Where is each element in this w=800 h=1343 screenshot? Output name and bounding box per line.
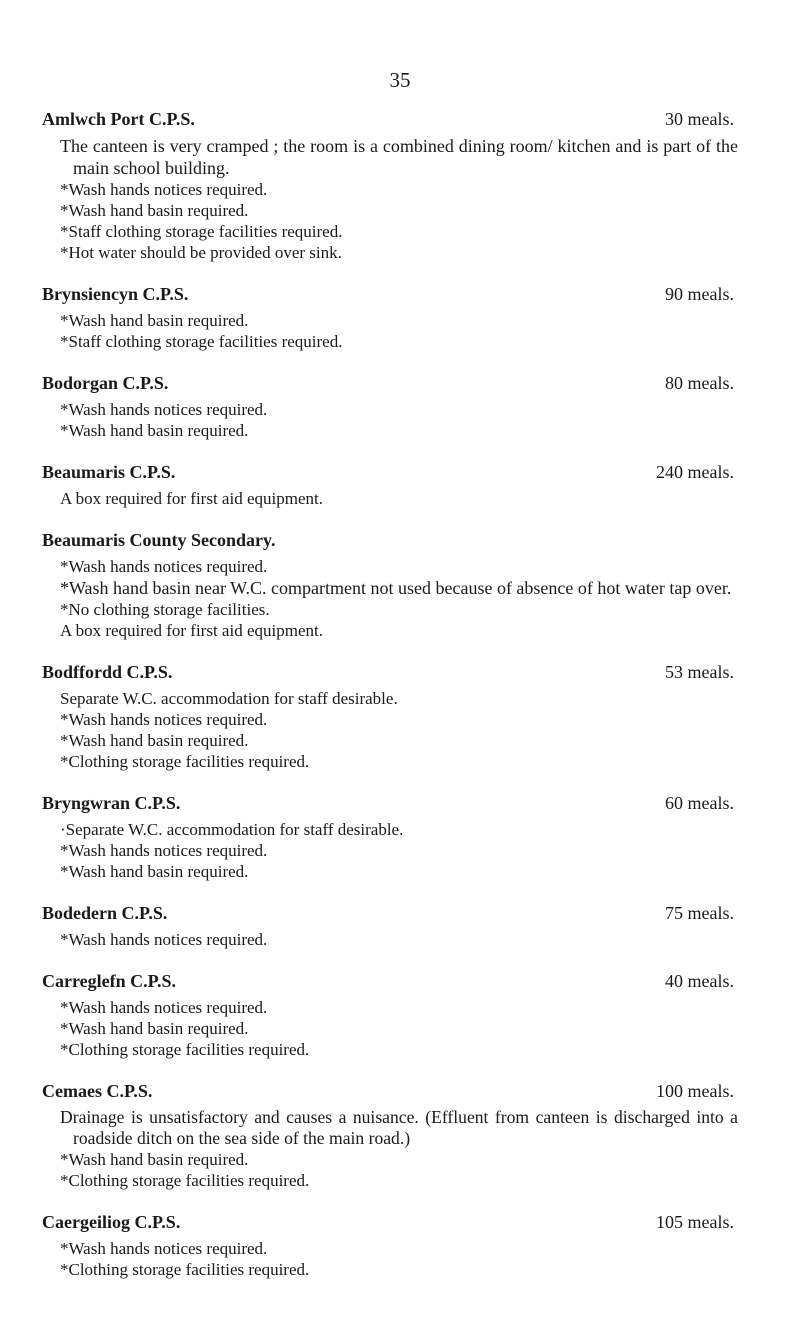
entry-heading (42, 792, 738, 814)
entry-bodorgan (42, 372, 738, 441)
entry-heading (42, 372, 738, 394)
note: *Wash hands notices required. (60, 400, 268, 419)
note: Drainage is unsatisfactory and causes a nuisance. (Effluent from canteen is discharged into a roadside ditch on the sea side of the main road.) (60, 1107, 738, 1148)
note: *Wash hand basin required. (60, 1019, 249, 1038)
school-name: Cemaes C.P.S. (42, 1081, 153, 1101)
school-name: Bodedern C.P.S. (42, 903, 168, 923)
meals-count: 53 meals. (665, 662, 734, 682)
note: ·Separate W.C. accommodation for staff desirable. (60, 820, 404, 839)
note: *Wash hand basin required. (60, 421, 249, 440)
entry-heading (42, 529, 738, 551)
note: *Wash hands notices required. (60, 930, 268, 949)
entry-bodedern (42, 902, 738, 950)
entry-heading (42, 283, 738, 305)
entry-beaumaris-county-secondary (42, 529, 738, 641)
meals-count (734, 529, 738, 551)
school-name: Brynsiencyn C.P.S. (42, 284, 189, 304)
meals-count: 90 meals. (665, 284, 734, 304)
note: *Wash hands notices required. (60, 998, 268, 1017)
school-name: Carreglefn C.P.S. (42, 971, 176, 991)
entry-amlwch-port (42, 108, 738, 263)
note: A box required for first aid equipment. (60, 621, 323, 640)
school-name: Bodorgan C.P.S. (42, 373, 169, 393)
entry-heading (42, 108, 738, 130)
note: Separate W.C. accommodation for staff desirable. (60, 689, 398, 708)
note: *Wash hands notices required. (60, 1239, 268, 1258)
note: *Clothing storage facilities required. (60, 1040, 310, 1059)
entry-caergeiliog (42, 1211, 738, 1280)
entry-heading (42, 902, 738, 924)
note: *Clothing storage facilities required. (60, 1171, 310, 1190)
entry-brynsiencyn (42, 283, 738, 352)
page-number: 35 (389, 68, 411, 92)
note: *Staff clothing storage facilities required. (60, 222, 343, 241)
note: *Hot water should be provided over sink. (60, 243, 342, 262)
meals-count: 75 meals. (665, 903, 734, 923)
note: *No clothing storage facilities. (60, 600, 270, 619)
note: *Clothing storage facilities required. (60, 1260, 310, 1279)
canteen-report (42, 108, 738, 1300)
note: *Wash hands notices required. (60, 180, 268, 199)
entry-bryngwran (42, 792, 738, 882)
meals-count: 40 meals. (665, 971, 734, 991)
school-name: Beaumaris County Secondary. (42, 530, 276, 550)
meals-count: 80 meals. (665, 373, 734, 393)
entry-carreglefn (42, 970, 738, 1060)
entry-heading (42, 461, 738, 483)
entry-heading (42, 1211, 738, 1233)
entry-heading (42, 970, 738, 992)
school-name: Bodffordd C.P.S. (42, 662, 173, 682)
note: *Wash hands notices required. (60, 557, 268, 576)
note: *Wash hand basin required. (60, 731, 249, 750)
note: A box required for first aid equipment. (60, 489, 323, 508)
entry-heading (42, 1080, 738, 1102)
meals-count: 240 meals. (656, 462, 734, 482)
school-name: Beaumaris C.P.S. (42, 462, 176, 482)
meals-count: 105 meals. (656, 1212, 734, 1232)
school-name: Amlwch Port C.P.S. (42, 109, 195, 129)
note: *Staff clothing storage facilities required. (60, 332, 343, 351)
school-name: Bryngwran C.P.S. (42, 793, 181, 813)
entry-cemaes (42, 1080, 738, 1191)
entry-heading (42, 661, 738, 683)
note: The canteen is very cramped ; the room is a combined dining room/ kitchen and is part of the main school building. (60, 136, 738, 178)
meals-count: 30 meals. (665, 109, 734, 129)
meals-count: 60 meals. (665, 793, 734, 813)
entry-bodffordd (42, 661, 738, 772)
note: *Wash hands notices required. (60, 841, 268, 860)
note: *Wash hand basin required. (60, 201, 249, 220)
entry-beaumaris-cps (42, 461, 738, 509)
meals-count: 100 meals. (656, 1081, 734, 1101)
school-name: Caergeiliog C.P.S. (42, 1212, 181, 1232)
note: *Wash hands notices required. (60, 710, 268, 729)
note: *Clothing storage facilities required. (60, 752, 310, 771)
note: *Wash hand basin required. (60, 862, 249, 881)
note: *Wash hand basin required. (60, 1150, 249, 1169)
note: *Wash hand basin near W.C. compartment not used because of absence of hot water tap over. (60, 578, 732, 598)
note: *Wash hand basin required. (60, 311, 249, 330)
